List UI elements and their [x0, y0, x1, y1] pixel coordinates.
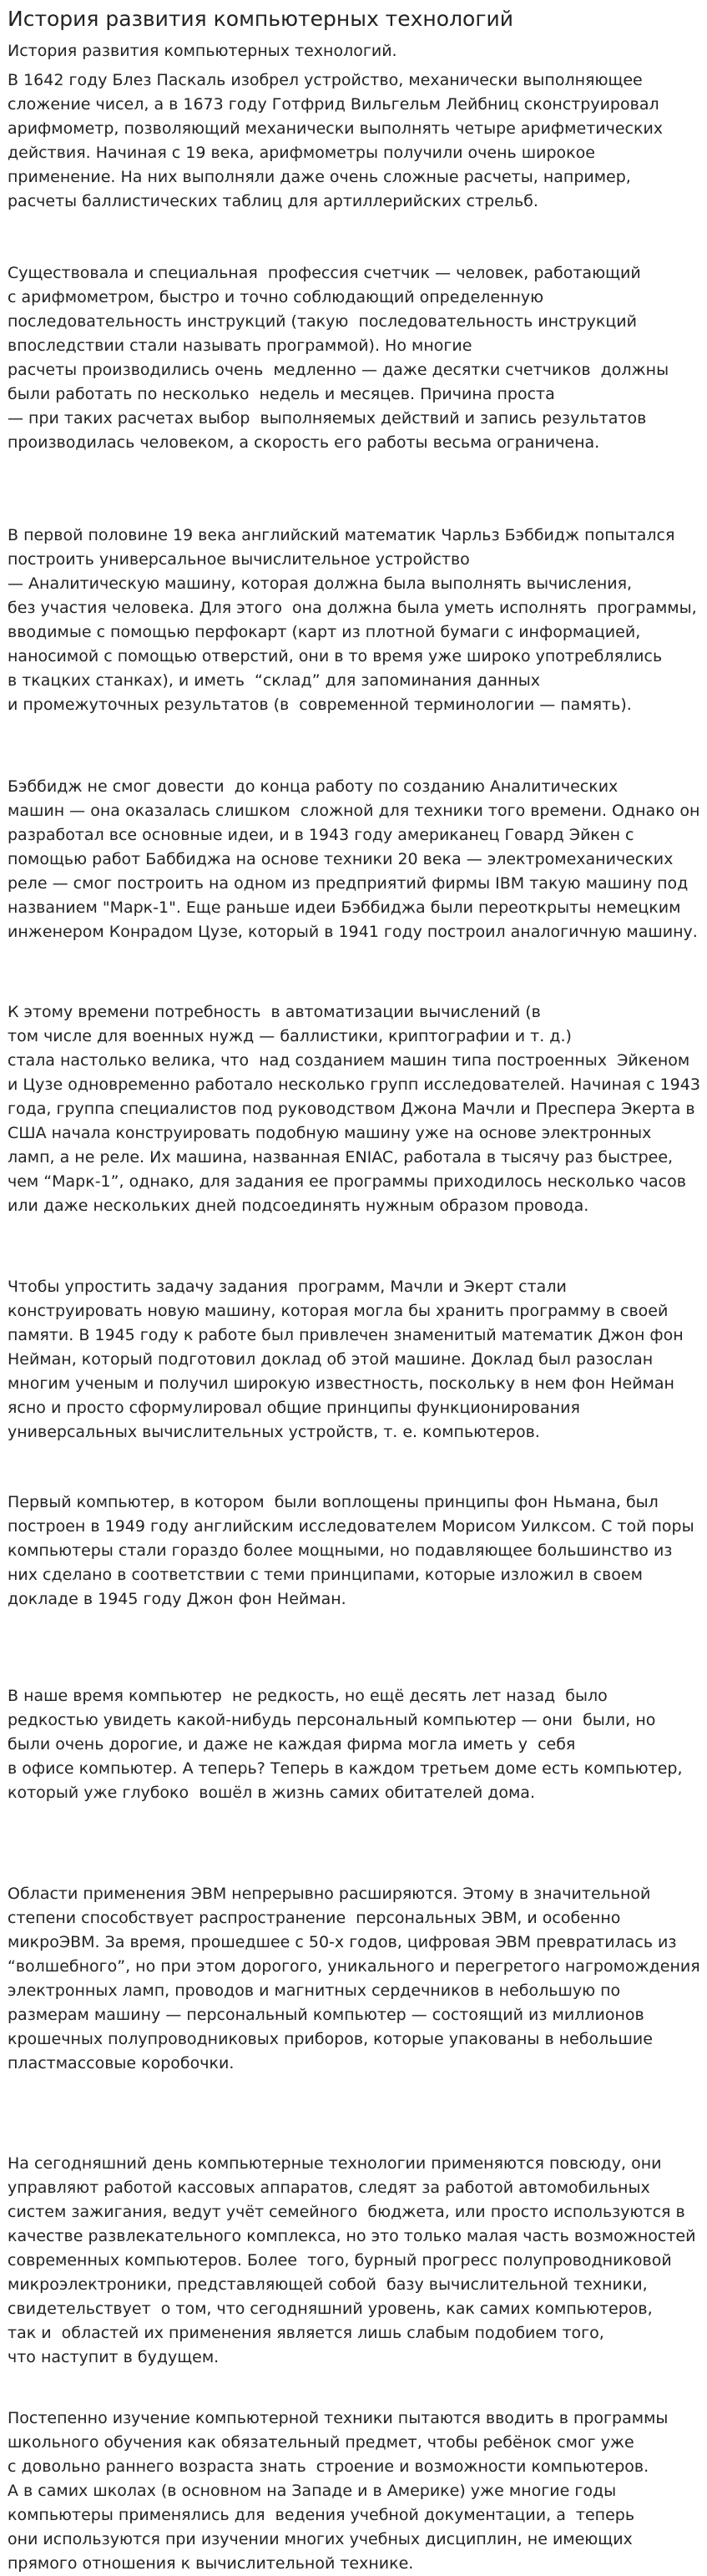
paragraph-line: многим ученым и получил широкую известность, поскольку в нем фон Нейман	[8, 1374, 674, 1393]
paragraph-line: без участия человека. Для этого она должна была уметь исполнять программы,	[8, 599, 697, 617]
paragraph-line: были очень дорогие, и даже не каждая фирма могла иметь у себя	[8, 1735, 576, 1754]
paragraph-line: сложение чисел, а в 1673 году Готфрид Вильгельм Лейбниц сконструировал	[8, 95, 659, 114]
paragraph-line: — при таких расчетах выбор выполняемых действий и запись результатов	[8, 409, 647, 428]
paragraph-line: реле — смог построить на одном из предприятий фирмы IBM такую машину под	[8, 874, 689, 893]
paragraph-line: Чтобы упростить задачу задания программ, Мачли и Экерт стали	[8, 1278, 567, 1296]
paragraph-line: названием "Марк-1". Еще раньше идеи Бэббиджа были переоткрыты немецким	[8, 898, 681, 917]
paragraph-line: В первой половине 19 века английский математик Чарльз Бэббидж попытался	[8, 526, 675, 544]
paragraph-line: машин — она оказалась слишком сложной для техники того времени. Однако он	[8, 802, 700, 820]
paragraph-line: крошечных полупроводниковых приборов, которые упакованы в небольшие	[8, 2030, 653, 2048]
paragraph-line: последовательность инструкций (такую последовательность инструкций	[8, 312, 637, 331]
paragraph-line: расчеты баллистических таблиц для артиллерийских стрельб.	[8, 192, 538, 210]
paragraph-line: микроЭВМ. За время, прошедшее с 50-х годов, цифровая ЭВМ превратилась из	[8, 1933, 677, 1951]
paragraph-line: и промежуточных результатов (в современной терминологии — память).	[8, 696, 632, 714]
paragraph-line: который уже глубоко вошёл в жизнь самих обитателей дома.	[8, 1784, 535, 1802]
paragraph	[8, 775, 699, 944]
paragraph-line: с довольно раннего возраста знать строение и возможности компьютеров.	[8, 2457, 649, 2476]
paragraph	[8, 1490, 699, 1612]
paragraph-line: универсальных вычислительных устройств, т. е. компьютеров.	[8, 1423, 540, 1441]
paragraph	[8, 68, 699, 214]
paragraph-line: А в самих школах (в основном на Западе и в Америке) уже многие годы	[8, 2482, 617, 2500]
paragraph-line: построить универсальное вычислительное устройство	[8, 550, 470, 569]
paragraph-line: арифмометр, позволяющий механически выполнять четыре арифметических	[8, 119, 664, 138]
paragraph	[8, 1882, 699, 2076]
paragraph-line: размерам машину — персональный компьютер — состоящий из миллионов	[8, 2006, 644, 2024]
paragraph-line: редкостью увидеть какой-нибудь персональный компьютер — они были, но	[8, 1711, 656, 1729]
paragraph-line: На сегодняшний день компьютерные технологии применяются повсюду, они	[8, 2154, 662, 2173]
article-title: История развития компьютерных технологий	[8, 7, 513, 31]
paragraph-line: пластмассовые коробочки.	[8, 2054, 235, 2072]
paragraph	[8, 1275, 699, 1445]
paragraph-line: построен в 1949 году английским исследователем Морисом Уилксом. С той поры	[8, 1517, 694, 1536]
paragraph-line: производилась человеком, а скорость его работы весьма ограничена.	[8, 433, 600, 452]
paragraph-line: стала настолько велика, что над созданием машин типа построенных Эйкеном	[8, 1051, 690, 1070]
paragraph-line: “волшебного”, но при этом дорогого, уникального и перегретого нагромождения	[8, 1957, 700, 1976]
paragraph	[8, 1684, 699, 1805]
paragraph-line: наносимой с помощью отверстий, они в то время уже широко употреблялись	[8, 647, 663, 666]
paragraph-line: ламп, а не реле. Их машина, названная ENIAC, работала в тысячу раз быстрее,	[8, 1148, 674, 1167]
paragraph-line: докладе в 1945 году Джон фон Нейман.	[8, 1590, 346, 1608]
paragraph-line: или даже нескольких дней подсоединять нужным образом провода.	[8, 1197, 589, 1215]
paragraph-line: они используются при изучении многих учебных дисциплин, не имеющих	[8, 2530, 633, 2548]
paragraph-line: конструировать новую машину, которая могла бы хранить программу в своей	[8, 1302, 669, 1320]
paragraph-line: ясно и просто сформулировал общие принципы функционирования	[8, 1399, 580, 1417]
paragraph-line: В 1642 году Блез Паскаль изобрел устройство, механически выполняющее	[8, 71, 643, 89]
paragraph-line: — Аналитическую машину, которая должна была выполнять вычисления,	[8, 574, 633, 593]
paragraph-line: качестве развлекательного комплекса, но это только малая часть возможностей	[8, 2227, 696, 2245]
paragraph-line: Первый компьютер, в котором были воплощены принципы фон Ньмана, был	[8, 1493, 659, 1511]
paragraph-line: школьного обучения как обязательный предмет, чтобы ребёнок смог уже	[8, 2433, 634, 2452]
paragraph	[8, 524, 699, 717]
paragraph-line: в ткацких станках), и иметь “склад” для запоминания данных	[8, 671, 540, 690]
paragraph-line: Существовала и специальная профессия счетчик — человек, работающий	[8, 264, 641, 282]
paragraph-line: что наступит в будущем.	[8, 2348, 220, 2366]
paragraph	[8, 1000, 699, 1218]
paragraph-line: том числе для военных нужд — баллистики, криптографии и т. д.)	[8, 1027, 572, 1045]
paragraph-line: Нейман, который подготовил доклад об этой машине. Доклад был разослан	[8, 1350, 654, 1369]
paragraph-line: управляют работой кассовых аппаратов, следят за работой автомобильных	[8, 2179, 650, 2197]
paragraph-line: памяти. В 1945 году к работе был привлечен знаменитый математик Джон фон	[8, 1326, 684, 1344]
paragraph-line: были работать по несколько недель и месяцев. Причина проста	[8, 385, 555, 403]
paragraph-line: США начала конструировать подобную машину уже на основе электронных	[8, 1124, 652, 1142]
paragraph	[8, 2406, 699, 2576]
paragraph-line: в офисе компьютер. А теперь? Теперь в каждом третьем доме есть компьютер,	[8, 1759, 683, 1778]
paragraph-line: прямого отношения к вычислительной технике.	[8, 2554, 414, 2573]
paragraph-line: впоследствии стали называть программой). Но многие	[8, 337, 472, 355]
paragraph-line: применение. На них выполняли даже очень сложные расчеты, например,	[8, 168, 631, 186]
paragraph-line: них сделано в соответствии с теми принципами, которые изложил в своем	[8, 1566, 643, 1584]
paragraph-line: компьютеры стали гораздо более мощными, но подавляющее большинство из	[8, 1541, 673, 1560]
paragraph-line: систем зажигания, ведут учёт семейного бюджета, или просто используются в	[8, 2203, 685, 2221]
paragraph-line: чем “Марк-1”, однако, для задания ее программы приходилось несколько часов	[8, 1172, 686, 1191]
paragraph-line: Бэббидж не смог довести до конца работу по созданию Аналитических	[8, 777, 619, 796]
paragraph-line: электронных ламп, проводов и магнитных сердечников в небольшую по	[8, 1981, 621, 2000]
paragraph-line: действия. Начиная с 19 века, арифмометры получили очень широкое	[8, 144, 595, 162]
paragraph-line: степени способствует распространение персональных ЭВМ, и особенно	[8, 1909, 621, 1927]
paragraph-line: В наше время компьютер не редкость, но ещё десять лет назад было	[8, 1687, 608, 1705]
article-subtitle: История развития компьютерных технологий.	[8, 42, 397, 60]
paragraph-line: с арифмометром, быстро и точно соблюдающий определенную	[8, 288, 544, 306]
paragraph-line: свидетельствует о том, что сегодняшний уровень, как самих компьютеров,	[8, 2300, 653, 2318]
paragraph-line: так и областей их применения является лишь слабым подобием того,	[8, 2324, 604, 2342]
paragraph-line: расчеты производились очень медленно — даже десятки счетчиков должны	[8, 361, 669, 379]
paragraph-line: Области применения ЭВМ непрерывно расширяются. Этому в значительной	[8, 1885, 651, 1903]
paragraph-line: инженером Конрадом Цузе, который в 1941 году построил аналогичную машину.	[8, 923, 698, 941]
paragraph-line: Постепенно изучение компьютерной техники пытаются вводить в программы	[8, 2409, 669, 2427]
paragraph-line: вводимые с помощью перфокарт (карт из плотной бумаги с информацией,	[8, 623, 641, 641]
paragraph-line: компьютеры применялись для ведения учебной документации, а теперь	[8, 2506, 635, 2524]
paragraph-line: современных компьютеров. Более того, бурный прогресс полупроводниковой	[8, 2251, 672, 2270]
paragraph-line: разработал все основные идеи, и в 1943 году американец Говард Эйкен с	[8, 826, 634, 844]
paragraph	[8, 261, 699, 455]
paragraph-line: микроэлектроники, представляющей собой базу вычислительной техники,	[8, 2275, 648, 2294]
paragraph-line: года, группа специалистов под руководством Джона Мачли и Преспера Экерта в	[8, 1100, 695, 1118]
paragraph-line: и Цузе одновременно работало несколько групп исследователей. Начиная с 1943	[8, 1075, 700, 1094]
paragraph-line: помощью работ Баббиджа на основе техники 20 века — электромеханических	[8, 850, 674, 868]
paragraph-line: К этому времени потребность в автоматизации вычислений (в	[8, 1003, 541, 1021]
paragraph	[8, 2152, 699, 2370]
